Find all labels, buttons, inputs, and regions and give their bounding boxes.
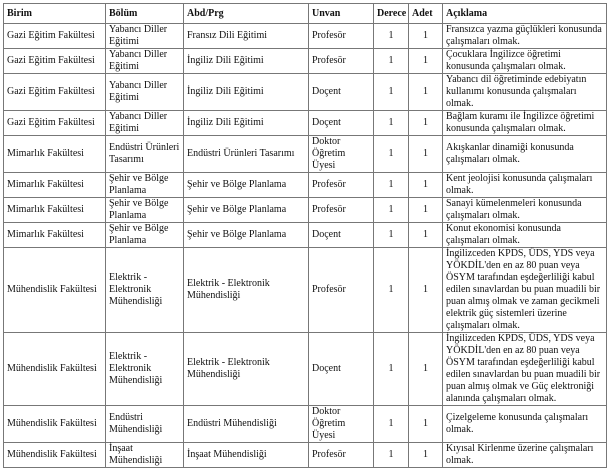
cell-abd-prg: Elektrik - Elektronik Mühendisliği: [184, 248, 309, 333]
cell-birim: Gazi Eğitim Fakültesi: [4, 74, 106, 111]
cell-adet: 1: [409, 111, 443, 136]
cell-birim: Gazi Eğitim Fakültesi: [4, 111, 106, 136]
cell-derece: 1: [374, 111, 409, 136]
cell-unvan: Profesör: [309, 24, 374, 49]
cell-bolum: Yabancı Diller Eğitimi: [106, 111, 184, 136]
cell-derece: 1: [374, 198, 409, 223]
table-row: [4, 443, 607, 468]
cell-derece: 1: [374, 136, 409, 173]
cell-aciklama: Çocuklara İngilizce öğretimi konusunda çalışmaları olmak.: [443, 49, 607, 74]
cell-aciklama: Kıyısal Kirlenme üzerine çalışmaları olmak.: [443, 443, 607, 468]
header-birim: Birim: [4, 4, 106, 24]
cell-aciklama: Akışkanlar dinamiği konusunda çalışmaları olmak.: [443, 136, 607, 173]
cell-abd-prg: Elektrik - Elektronik Mühendisliği: [184, 333, 309, 406]
cell-birim: Gazi Eğitim Fakültesi: [4, 24, 106, 49]
cell-abd-prg: İngiliz Dili Eğitimi: [184, 49, 309, 74]
table-row: [4, 198, 607, 223]
cell-derece: 1: [374, 24, 409, 49]
cell-aciklama: Fransızca yazma güçlükleri konusunda çalışmaları olmak.: [443, 24, 607, 49]
cell-adet: 1: [409, 173, 443, 198]
table-row: [4, 136, 607, 173]
header-bolum: Bölüm: [106, 4, 184, 24]
cell-adet: 1: [409, 198, 443, 223]
cell-aciklama: Sanayi kümelenmeleri konusunda çalışmaları olmak.: [443, 198, 607, 223]
cell-birim: Mühendislik Fakültesi: [4, 406, 106, 443]
cell-birim: Mimarlık Fakültesi: [4, 198, 106, 223]
cell-bolum: Yabancı Diller Eğitimi: [106, 24, 184, 49]
cell-adet: 1: [409, 443, 443, 468]
header-unvan: Unvan: [309, 4, 374, 24]
table-row: [4, 223, 607, 248]
cell-bolum: Elektrik - Elektronik Mühendisliği: [106, 248, 184, 333]
header-row: [4, 4, 607, 24]
cell-abd-prg: İnşaat Mühendisliği: [184, 443, 309, 468]
cell-aciklama: İngilizceden KPDS, ÜDS, YDS veya YÖKDİL'den en az 80 puan veya ÖSYM tarafından eşdeğerliliği kabul edilen sınavlardan bu puan muadili bir puan almış olmak ve Güç elektroniği alanında çalışmaları olmak.: [443, 333, 607, 406]
header-derece: Derece: [374, 4, 409, 24]
cell-derece: 1: [374, 333, 409, 406]
cell-derece: 1: [374, 49, 409, 74]
cell-aciklama: İngilizceden KPDS, ÜDS, YDS veya YÖKDİL'den en az 80 puan veya ÖSYM tarafından eşdeğerliliği kabul edilen sınavlardan bu puan muadili bir puan almış olmak ve zaman gecikmeli elektrik güç sistemleri üzerine çalışmaları olmak.: [443, 248, 607, 333]
header-abd-prg: Abd/Prg: [184, 4, 309, 24]
cell-unvan: Profesör: [309, 248, 374, 333]
positions-table: [3, 3, 607, 468]
cell-adet: 1: [409, 223, 443, 248]
cell-unvan: Doçent: [309, 333, 374, 406]
cell-unvan: Profesör: [309, 173, 374, 198]
table-row: [4, 111, 607, 136]
cell-derece: 1: [374, 74, 409, 111]
table-row: [4, 248, 607, 333]
cell-unvan: Doktor Öğretim Üyesi: [309, 406, 374, 443]
cell-aciklama: Bağlam kuramı ile İngilizce öğretimi konusunda çalışmaları olmak.: [443, 111, 607, 136]
cell-birim: Mimarlık Fakültesi: [4, 136, 106, 173]
cell-derece: 1: [374, 443, 409, 468]
cell-aciklama: Yabancı dil öğretiminde edebiyatın kullanımı konusunda çalışmaları olmak.: [443, 74, 607, 111]
cell-abd-prg: Şehir ve Bölge Planlama: [184, 223, 309, 248]
cell-bolum: Endüstri Mühendisliği: [106, 406, 184, 443]
cell-abd-prg: Endüstri Mühendisliği: [184, 406, 309, 443]
cell-abd-prg: İngiliz Dili Eğitimi: [184, 111, 309, 136]
cell-derece: 1: [374, 406, 409, 443]
cell-bolum: Elektrik - Elektronik Mühendisliği: [106, 333, 184, 406]
cell-adet: 1: [409, 74, 443, 111]
cell-bolum: Şehir ve Bölge Planlama: [106, 223, 184, 248]
header-aciklama: Açıklama: [443, 4, 607, 24]
table-row: [4, 49, 607, 74]
cell-derece: 1: [374, 173, 409, 198]
cell-bolum: Endüstri Ürünleri Tasarımı: [106, 136, 184, 173]
cell-abd-prg: Şehir ve Bölge Planlama: [184, 198, 309, 223]
table-row: [4, 173, 607, 198]
cell-adet: 1: [409, 333, 443, 406]
header-adet: Adet: [409, 4, 443, 24]
cell-aciklama: Çizelgeleme konusunda çalışmaları olmak.: [443, 406, 607, 443]
cell-unvan: Doçent: [309, 223, 374, 248]
cell-birim: Mimarlık Fakültesi: [4, 173, 106, 198]
cell-bolum: Yabancı Diller Eğitimi: [106, 74, 184, 111]
cell-unvan: Profesör: [309, 443, 374, 468]
cell-adet: 1: [409, 136, 443, 173]
cell-bolum: Şehir ve Bölge Planlama: [106, 198, 184, 223]
cell-bolum: Şehir ve Bölge Planlama: [106, 173, 184, 198]
cell-abd-prg: Endüstri Ürünleri Tasarımı: [184, 136, 309, 173]
cell-birim: Mühendislik Fakültesi: [4, 443, 106, 468]
cell-bolum: İnşaat Mühendisliği: [106, 443, 184, 468]
cell-birim: Gazi Eğitim Fakültesi: [4, 49, 106, 74]
cell-bolum: Yabancı Diller Eğitimi: [106, 49, 184, 74]
cell-adet: 1: [409, 248, 443, 333]
cell-adet: 1: [409, 406, 443, 443]
cell-birim: Mühendislik Fakültesi: [4, 333, 106, 406]
cell-unvan: Doçent: [309, 74, 374, 111]
cell-derece: 1: [374, 248, 409, 333]
table-row: [4, 74, 607, 111]
table-row: [4, 24, 607, 49]
cell-birim: Mühendislik Fakültesi: [4, 248, 106, 333]
cell-unvan: Profesör: [309, 198, 374, 223]
cell-aciklama: Kent jeolojisi konusunda çalışmaları olmak.: [443, 173, 607, 198]
table-row: [4, 406, 607, 443]
cell-adet: 1: [409, 49, 443, 74]
cell-aciklama: Konut ekonomisi konusunda çalışmaları olmak.: [443, 223, 607, 248]
cell-unvan: Doçent: [309, 111, 374, 136]
cell-adet: 1: [409, 24, 443, 49]
cell-birim: Mimarlık Fakültesi: [4, 223, 106, 248]
cell-unvan: Profesör: [309, 49, 374, 74]
cell-abd-prg: Fransız Dili Eğitimi: [184, 24, 309, 49]
cell-abd-prg: İngiliz Dili Eğitimi: [184, 74, 309, 111]
cell-unvan: Doktor Öğretim Üyesi: [309, 136, 374, 173]
cell-derece: 1: [374, 223, 409, 248]
cell-abd-prg: Şehir ve Bölge Planlama: [184, 173, 309, 198]
table-row: [4, 333, 607, 406]
